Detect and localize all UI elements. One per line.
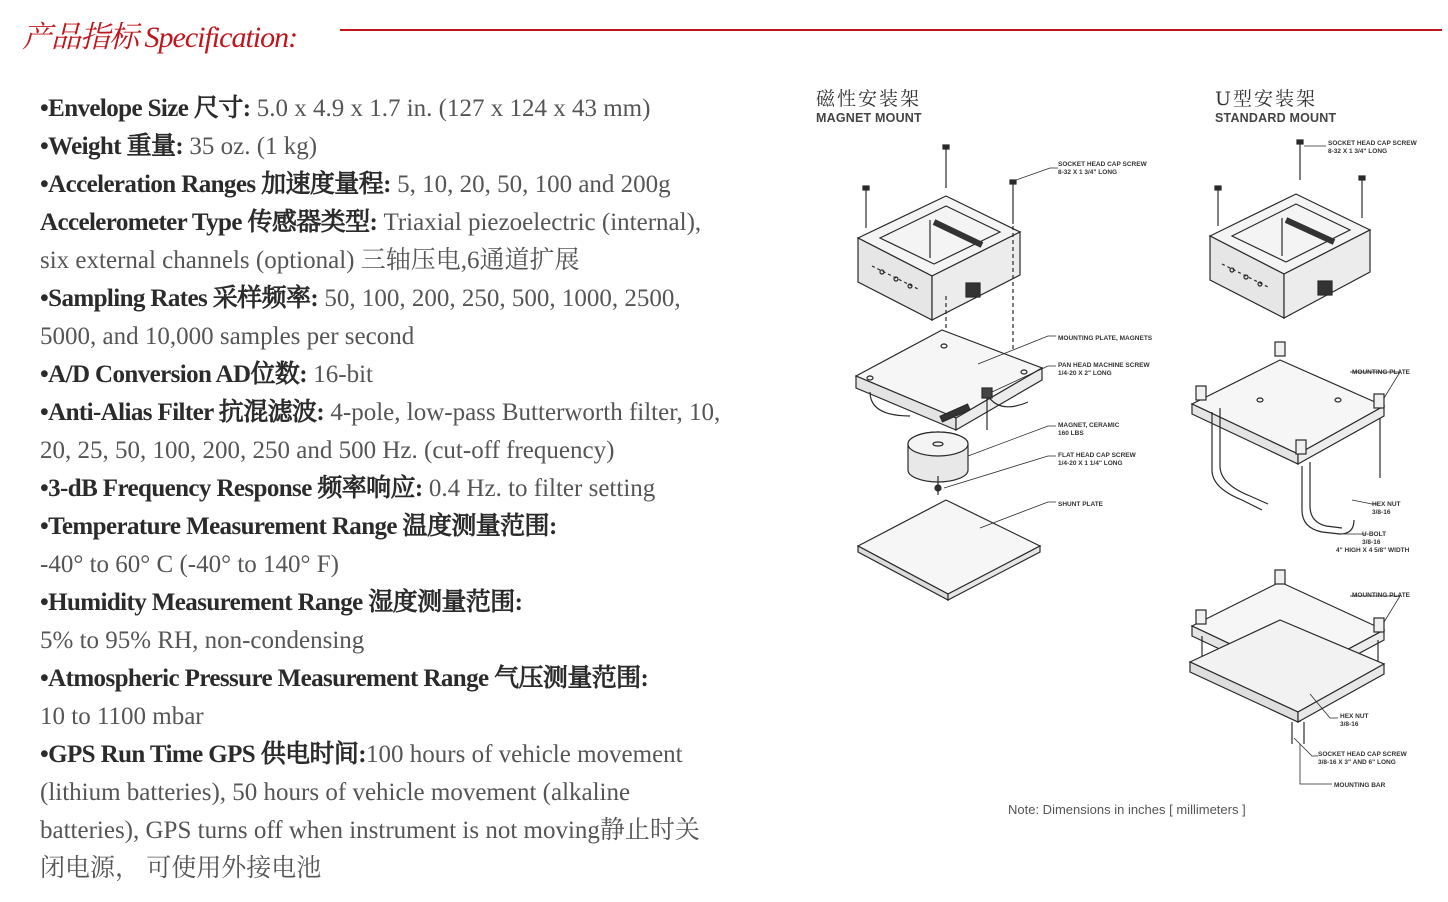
diagram-callout: MAGNET, CERAMIC bbox=[1058, 422, 1120, 429]
spec-value: -40° to 60° C (-40° to 140° F) bbox=[40, 551, 340, 578]
spec-value: 5, 10, 20, 50, 100 and 200g bbox=[390, 171, 671, 198]
mounting-plate-icon bbox=[1192, 342, 1384, 464]
diagram-callout: SOCKET HEAD CAP SCREW bbox=[1058, 161, 1147, 168]
spec-key: •Envelope Size 尺寸: bbox=[40, 95, 251, 122]
diagram-callout: 1/4-20 X 2" LONG bbox=[1058, 370, 1112, 377]
spec-value: (lithium batteries), 50 hours of vehicle movement (alkaline bbox=[40, 779, 631, 806]
spec-key: •Anti-Alias Filter 抗混滤波: bbox=[40, 399, 325, 426]
standard-mount-title-cn: U型安装架 bbox=[1215, 88, 1318, 110]
diagram-callout: PAN HEAD MACHINE SCREW bbox=[1058, 362, 1150, 369]
magnet-mount-drawing bbox=[856, 145, 1153, 600]
spec-key: •Humidity Measurement Range 湿度测量范围: bbox=[40, 589, 523, 616]
magnet-icon bbox=[908, 432, 968, 495]
diagram-callout: MOUNTING PLATE, MAGNETS bbox=[1058, 335, 1153, 342]
spec-key: •3-dB Frequency Response 频率响应: bbox=[40, 475, 423, 502]
diagram-callout: MOUNTING PLATE bbox=[1352, 592, 1411, 599]
spec-key: •Temperature Measurement Range 温度测量范围: bbox=[40, 513, 557, 540]
spec-value: 5.0 x 4.9 x 1.7 in. (127 x 124 x 43 mm) bbox=[250, 95, 651, 122]
diagram-callout: MOUNTING PLATE bbox=[1352, 369, 1411, 376]
spec-key: •A/D Conversion AD位数: bbox=[40, 361, 307, 388]
spec-value: 5000, and 10,000 samples per second bbox=[40, 323, 415, 350]
spec-value: six external channels (optional) 三轴压电,6通道扩展 bbox=[40, 247, 580, 274]
spec-value: 4-pole, low-pass Butterworth filter, 10, bbox=[324, 399, 721, 426]
spec-key: •Acceleration Ranges 加速度量程: bbox=[40, 171, 391, 198]
diagram-callout: SOCKET HEAD CAP SCREW bbox=[1328, 140, 1417, 147]
diagram-callout: SOCKET HEAD CAP SCREW bbox=[1318, 751, 1407, 758]
spec-value: 16-bit bbox=[307, 361, 373, 388]
diagram-callout: 4" HIGH X 4 5/8" WIDTH bbox=[1336, 547, 1410, 554]
diagram-callout: 160 LBS bbox=[1058, 430, 1084, 437]
spec-key: •GPS Run Time GPS 供电时间: bbox=[40, 741, 367, 768]
sensor-box-icon bbox=[858, 196, 1020, 320]
spec-value: 闭电源， 可使用外接电池 bbox=[40, 855, 322, 882]
spec-key: •Sampling Rates 采样频率: bbox=[40, 285, 319, 312]
spec-key: Accelerometer Type 传感器类型: bbox=[40, 209, 378, 236]
diagram-callout: 8-32 X 1 3/4" LONG bbox=[1328, 148, 1388, 155]
diagram-callout: HEX NUT bbox=[1372, 501, 1401, 508]
shunt-plate-icon bbox=[858, 500, 1040, 600]
sensor-box-icon bbox=[1210, 194, 1370, 318]
diagram-callout: FLAT HEAD CAP SCREW bbox=[1058, 452, 1136, 459]
spec-value: 100 hours of vehicle movement bbox=[366, 741, 683, 768]
diagram-callout: MOUNTING BAR bbox=[1334, 782, 1386, 789]
diagram-callout: 3/8-16 X 3" AND 6" LONG bbox=[1318, 759, 1396, 766]
magnet-mount-title-cn: 磁性安装架 bbox=[816, 88, 922, 110]
magnet-mount-title-en: MAGNET MOUNT bbox=[816, 111, 922, 125]
standard-mount-drawing bbox=[1190, 140, 1418, 789]
spec-key: •Weight 重量: bbox=[40, 133, 184, 160]
spec-value: 50, 100, 200, 250, 500, 1000, 2500, bbox=[318, 285, 681, 312]
spec-value: 5% to 95% RH, non-condensing bbox=[40, 627, 365, 654]
diagram-callout: SHUNT PLATE bbox=[1058, 501, 1104, 508]
spec-value: 20, 25, 50, 100, 200, 250 and 500 Hz. (cut-off frequency) bbox=[40, 437, 615, 464]
diagram-callout: 3/8-16 bbox=[1372, 509, 1391, 516]
diagram-callout: 1/4-20 X 1 1/4" LONG bbox=[1058, 460, 1123, 467]
dimension-note: Note: Dimensions in inches [ millimeters ] bbox=[1008, 802, 1246, 817]
spec-value: Triaxial piezoelectric (internal), bbox=[377, 209, 702, 236]
spec-value: 0.4 Hz. to filter setting bbox=[422, 475, 656, 502]
diagram-callout: 3/8-16 bbox=[1362, 539, 1381, 546]
spec-value: batteries), GPS turns off when instrument is not moving静止时关 bbox=[40, 817, 700, 844]
spec-key: •Atmospheric Pressure Measurement Range 气压测量范围: bbox=[40, 665, 649, 692]
spec-value: 35 oz. (1 kg) bbox=[183, 133, 318, 160]
diagram-callout: HEX NUT bbox=[1340, 713, 1369, 720]
standard-mount-title-en: STANDARD MOUNT bbox=[1215, 111, 1337, 125]
spec-title: 产品指标 Specification: bbox=[22, 21, 298, 54]
diagram-callout: U-BOLT bbox=[1362, 531, 1387, 538]
spec-value: 10 to 1100 mbar bbox=[40, 703, 204, 730]
diagram-callout: 8-32 X 1 3/4" LONG bbox=[1058, 169, 1118, 176]
mounting-plate-icon bbox=[856, 330, 1042, 430]
diagram-callout: 3/8-16 bbox=[1340, 721, 1359, 728]
